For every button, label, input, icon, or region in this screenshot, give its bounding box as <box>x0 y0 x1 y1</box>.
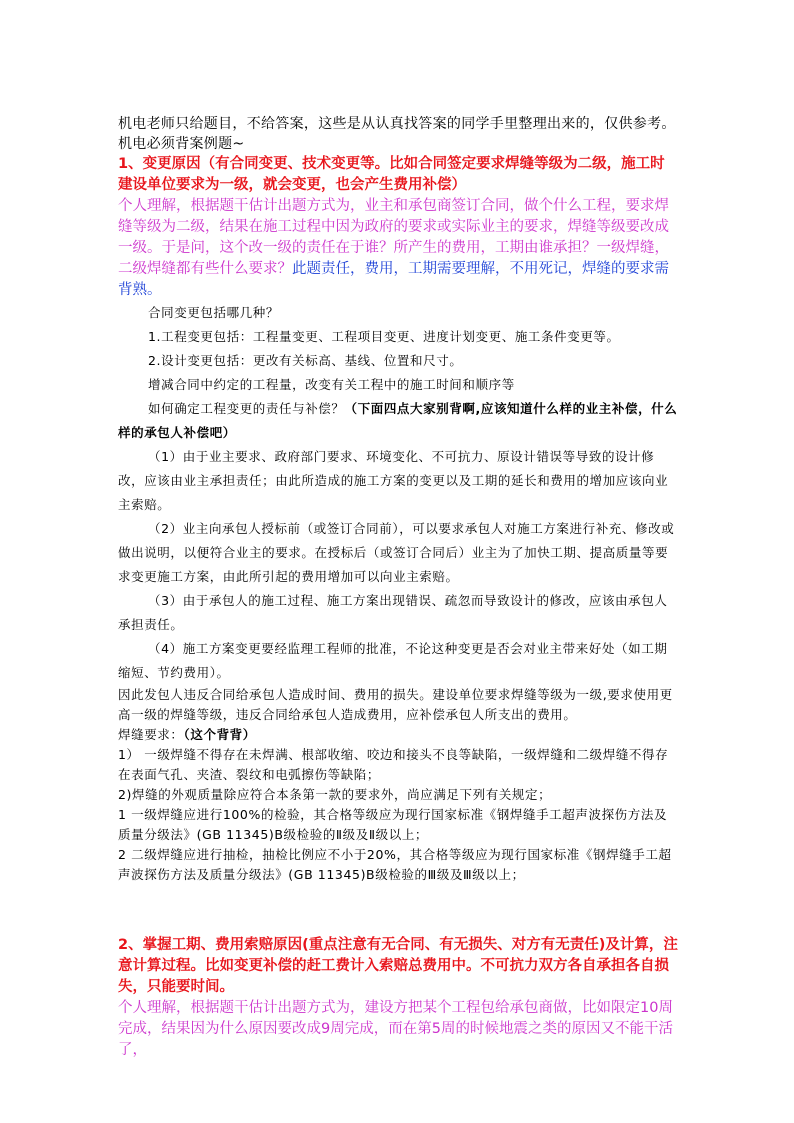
change-type-2: 2.设计变更包括：更改有关标高、基线、位置和尺寸。 <box>148 353 463 368</box>
q-responsibility-bold: （下面四点大家别背啊,应该知道什么样的业主补偿，什么样的承包人补偿吧） <box>118 401 678 440</box>
document-page <box>118 114 678 1061</box>
weld-req-3: 1 一级焊缝应进行100%的检验，其合格等级应为现行国家标准《钢焊缝手工超声波探伤方法及质量分级法》(GB 11345)B级检验的Ⅱ级及Ⅱ级以上； <box>118 807 668 842</box>
change-type-3: 增减合同中约定的工程量，改变有关工程中的施工时间和顺序等 <box>148 377 515 392</box>
point-3: （3）由于承包人的施工过程、施工方案出现错误、疏忽而导致设计的修改，应该由承包人承担责任。 <box>118 593 668 632</box>
section2-note: 个人理解，根据题干估计出题方式为，建设方把某个工程包给承包商做，比如限定10周完成，结果因为什么原因要改成9周完成，而在第5周的时候地震之类的原因又不能干活了， <box>118 1000 673 1058</box>
change-type-1: 1.工程变更包括：工程量变更、工程项目变更、进度计划变更、施工条件变更等。 <box>148 329 620 344</box>
point-1: （1）由于业主要求、政府部门要求、环境变化、不可抗力、原设计错误等导致的设计修改，应该由业主承担责任；由此所造成的施工方案的变更以及工期的延长和费用的增加应该向业主索赔。 <box>118 449 669 512</box>
weld-label-text: 焊缝要求： <box>118 727 184 742</box>
weld-label-bold: （这个背背） <box>183 727 256 742</box>
weld-requirements-label <box>118 725 678 745</box>
point-4: （4）施工方案变更要经监理工程师的批准，不论这种变更是否会对业主带来好处（如工期缩短、节约费用）。 <box>118 641 668 680</box>
q-change-types: 合同变更包括哪几种？ <box>148 305 280 320</box>
section1-heading: 1、变更原因（有合同变更、技术变更等。比如合同签定要求焊缝等级为二级，施工时建设单位要求为一级，就会变更，也会产生费用补偿） <box>118 156 665 193</box>
point-2: （2）业主向承包人授标前（或签订合同前），可以要求承包人对施工方案进行补充、修改或做出说明，以便符合业主的要求。在授标后（或签订合同后）业主为了加快工期、提高质量等要求变更施工方案，由此所引起的费用增加可以向业主索赔。 <box>118 521 675 584</box>
section-gap <box>118 885 678 935</box>
q-responsibility-text: 如何确定工程变更的责任与补偿？ <box>148 401 345 416</box>
intro-text: 机电老师只给题目，不给答案，这些是从认真找答案的同学手里整理出来的，仅供参考。机电必须背案例题~ <box>118 116 676 152</box>
note-blue: 此题责任，费用，工期需要理解，不用死记，焊缝的要求需背熟。 <box>118 261 669 298</box>
weld-req-4: 2 二级焊缝应进行抽检，抽检比例应不小于20%，其合格等级应为现行国家标准《钢焊缝手工超声波探伤方法及质量分级法》(GB 11345)B级检验的Ⅲ级及Ⅲ级以上； <box>118 847 672 882</box>
section2-heading: 2、掌握工期、费用索赔原因(重点注意有无合同、有无损失、对方有无责任)及计算，注意计算过程。比如变更补偿的赶工费计入索赔总费用中。不可抗力双方各自承担各自损失，只能要时间。 <box>118 937 678 995</box>
section1-note <box>118 196 678 301</box>
weld-req-2: 2)焊缝的外观质量除应符合本条第一款的要求外，尚应满足下列有关规定； <box>118 787 552 802</box>
note-pink: 个人理解，根据题干估计出题方式为，业主和承包商签订合同，做个什么工程，要求焊缝等级为二级，结果在施工过程中因为政府的要求或实际业主的要求，焊缝等级要改成一级。于是问，这个改一级的责任在于谁？所产生的费用，工期由谁承担？一级焊缝，二级焊缝都有些什么要求？ <box>118 198 669 277</box>
q-responsibility <box>118 397 678 445</box>
conclusion: 因此发包人违反合同给承包人造成时间、费用的损失。建设单位要求焊缝等级为一级,要求使用更高一级的焊缝等级，违反合同给承包人造成费用，应补偿承包人所支出的费用。 <box>118 687 673 722</box>
weld-req-1: 1） 一级焊缝不得存在未焊满、根部收缩、咬边和接头不良等缺陷，一级焊缝和二级焊缝不得存在表面气孔、夹渣、裂纹和电弧擦伤等缺陷； <box>118 747 669 782</box>
